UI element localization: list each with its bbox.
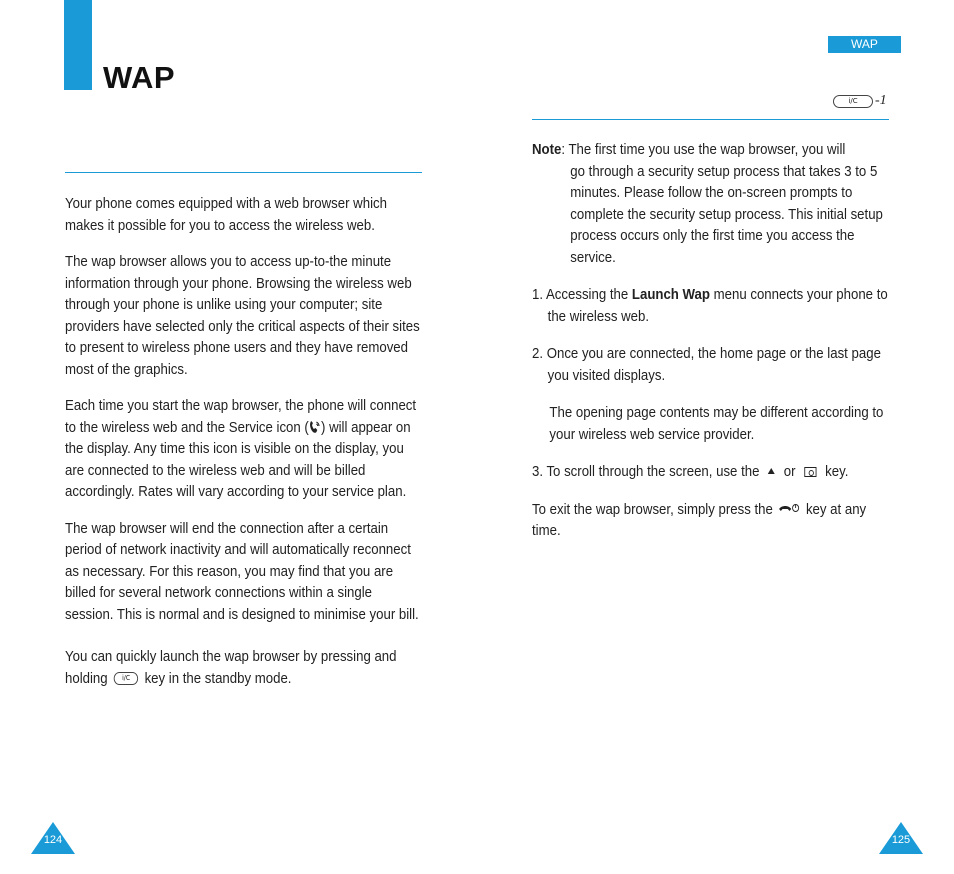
left-column (65, 193, 422, 704)
right-divider (532, 119, 889, 120)
step-2: 2. Once you are connected, the home page or the last page you visited displays. (532, 345, 881, 384)
menu-reference-suffix: -1 (875, 93, 887, 108)
quick-launch-paragraph (65, 646, 422, 689)
browser-paragraph: The wap browser allows you to access up-to-the minute information through your phone. Browsing the wireless web through your phone is unlike using your computer; site providers have selected only the critical aspects of their sites to present to wireless phone users and they have removed most of the graphics. (65, 253, 420, 378)
browser-key-icon: i/C (833, 95, 873, 108)
left-divider (65, 172, 422, 173)
inactivity-paragraph: The wap browser will end the connection after a certain period of network inactivity and will automatically reconnect as necessary. For this reason, you may find that you are billed for several network connections within a single session. This is normal and is designed to minimise your bill. (65, 519, 419, 623)
service-icon-paragraph (65, 395, 422, 503)
step-3-or: or (783, 463, 796, 480)
exit-text-a: To exit the wap browser, simply press the (532, 500, 773, 518)
right-column (532, 139, 889, 558)
menu-reference (833, 93, 887, 109)
intro-paragraph: Your phone comes equipped with a web browser which makes it possible for you to access the wireless web. (65, 195, 387, 234)
note-text-rest: go through a security setup process that takes 3 to 5 minutes. Please follow the on-screen prompts to complete the security setup process. This initial setup process occurs only the first time you access the service. (570, 162, 883, 266)
end-call-key-icon (778, 503, 801, 515)
up-arrow-icon (768, 468, 775, 474)
quick-launch-text-b: key in the standby mode. (144, 669, 292, 687)
exit-text-b: key at any time. (532, 500, 867, 539)
step-3-text-a: 3. To scroll through the screen, use the (532, 463, 760, 480)
quick-launch-text-a: You can quickly launch the wap browser by pressing and holding (65, 648, 397, 687)
camera-key-icon (804, 467, 816, 477)
section-tag: WAP (828, 36, 901, 53)
note-text-first: : The first time you use the wap browser, you will (561, 141, 846, 158)
step-1-text-b: menu connects your phone to the wireless web. (547, 286, 888, 325)
step-3-text-b: key. (825, 463, 849, 480)
browser-key-icon: i/C (114, 672, 138, 685)
page-title: WAP (103, 60, 176, 95)
launch-wap-menu-name: Launch Wap (631, 286, 710, 303)
step-2-note: The opening page contents may be different according to your wireless web service provider. (549, 404, 884, 443)
service-icon (309, 420, 321, 434)
left-page-number: 124 (43, 834, 63, 846)
step-1-text-a: 1. Accessing the (532, 286, 632, 303)
service-text-b: ) will appear on the display. Any time this icon is visible on the display, you are connected to the wireless web and will be billed accordingly. Rates will vary according to your service plan. (65, 418, 411, 500)
title-accent-bar (64, 0, 92, 90)
note-label: Note (532, 141, 562, 158)
exit-paragraph (532, 499, 889, 542)
step-3 (532, 461, 889, 483)
step-1 (532, 284, 889, 327)
service-text-a: Each time you start the wap browser, the phone will connect to the wireless web and the Service icon ( (65, 397, 417, 436)
right-page-number: 125 (891, 834, 911, 846)
note-paragraph (532, 139, 889, 268)
